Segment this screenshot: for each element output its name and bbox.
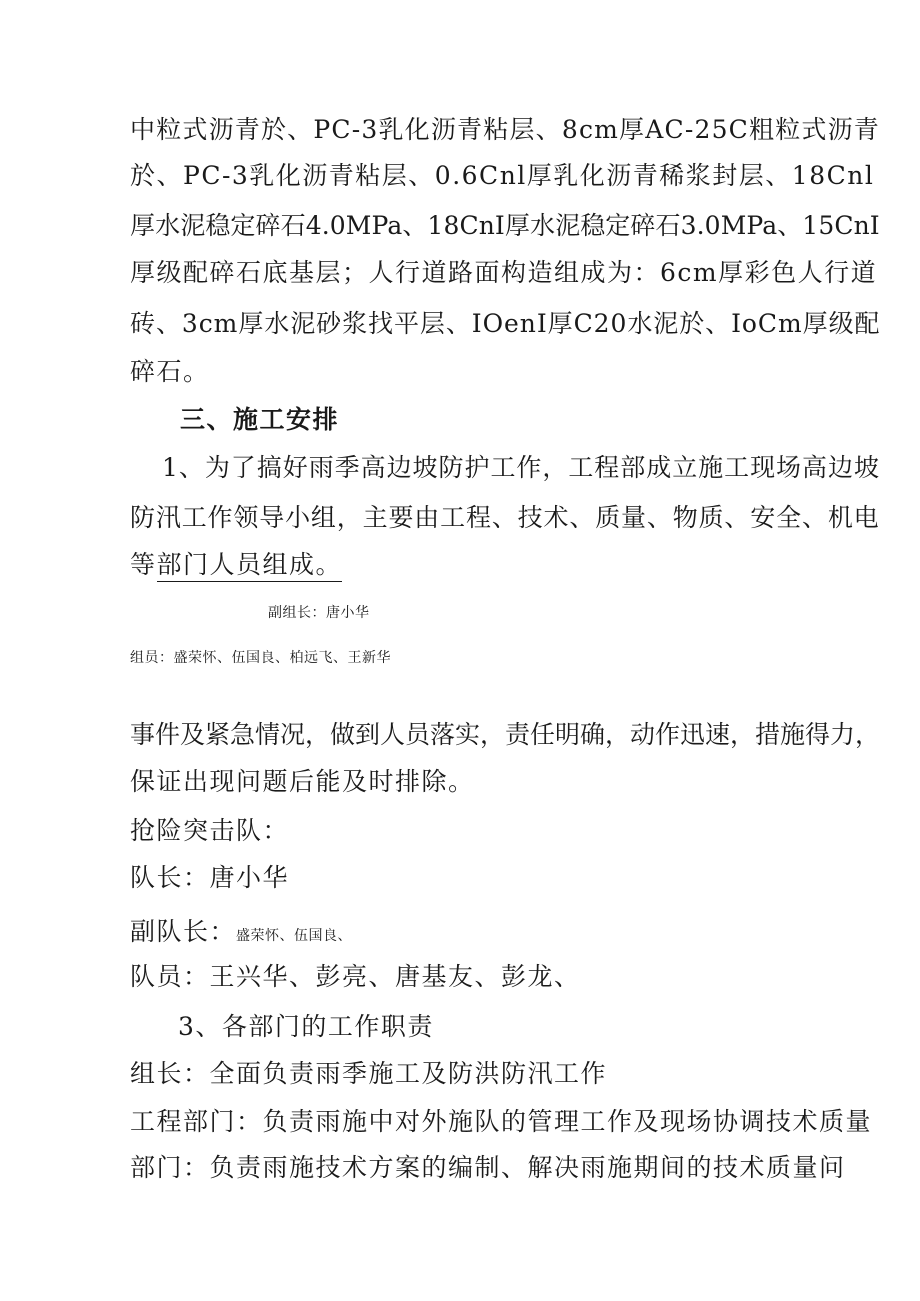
paragraph1-line2: 於、PC-3乳化沥青粘层、0.6Cnl厚乳化沥青稀浆封层、18Cnl <box>130 161 875 190</box>
rescue-team-title: 抢险突击队： <box>130 816 290 845</box>
deputy-leader: 副组长：唐小华 <box>268 605 370 621</box>
item1-line2: 防汛工作领导小组，主要由工程、技术、质量、物质、安全、机电 <box>130 503 880 532</box>
engineering-dept-duty: 工程部门：负责雨施中对外施队的管理工作及现场协调技术质量 <box>130 1107 873 1136</box>
vice-captain-label: 副队长： <box>130 917 237 946</box>
leader-duty: 组长：全面负责雨季施工及防洪防汛工作 <box>130 1059 608 1088</box>
vice-captain-names: 盛荣怀、伍国良、 <box>236 928 353 944</box>
dept-duty: 部门：负责雨施技术方案的编制、解决雨施期间的技术质量问 <box>130 1153 846 1182</box>
paragraph1-line1: 中粒式沥青於、PC-3乳化沥青粘层、8cm厚AC-25C粗粒式沥青 <box>130 115 880 144</box>
paragraph1-line3: 厚水泥稳定碎石4.0MPa、18CnI厚水泥稳定碎石3.0MPa、15CnI <box>130 211 880 240</box>
section-heading: 三、施工安排 <box>180 405 340 434</box>
paragraph1-line6: 碎石。 <box>130 357 210 386</box>
rescue-team-vice-captain <box>130 916 352 952</box>
item1-line3-prefix: 等 <box>130 550 157 579</box>
paragraph2-line1: 事件及紧急情况，做到人员落实，责任明确，动作迅速，措施得力， <box>130 720 881 749</box>
group-members: 组员：盛荣怀、伍国良、柏远飞、王新华 <box>130 650 391 666</box>
item3-heading: 3、各部门的工作职责 <box>178 1012 434 1041</box>
item1-line1: 1、为了搞好雨季高边坡防护工作，工程部成立施工现场高边坡 <box>162 453 880 482</box>
paragraph1-line4: 厚级配碎石底基层；人行道路面构造组成为：6cm厚彩色人行道 <box>130 258 878 287</box>
rescue-team-captain: 队长：唐小华 <box>130 863 290 892</box>
rescue-team-members: 队员：王兴华、彭亮、唐基友、彭龙、 <box>130 962 581 991</box>
paragraph1-line5: 砖、3cm厚水泥砂浆找平层、IOenI厚C20水泥於、IoCm厚级配 <box>130 309 881 338</box>
item1-line3 <box>130 549 342 581</box>
paragraph2-line2: 保证出现问题后能及时排除。 <box>130 767 475 796</box>
item1-line3-underlined: 部门人员组成。 <box>157 550 343 582</box>
